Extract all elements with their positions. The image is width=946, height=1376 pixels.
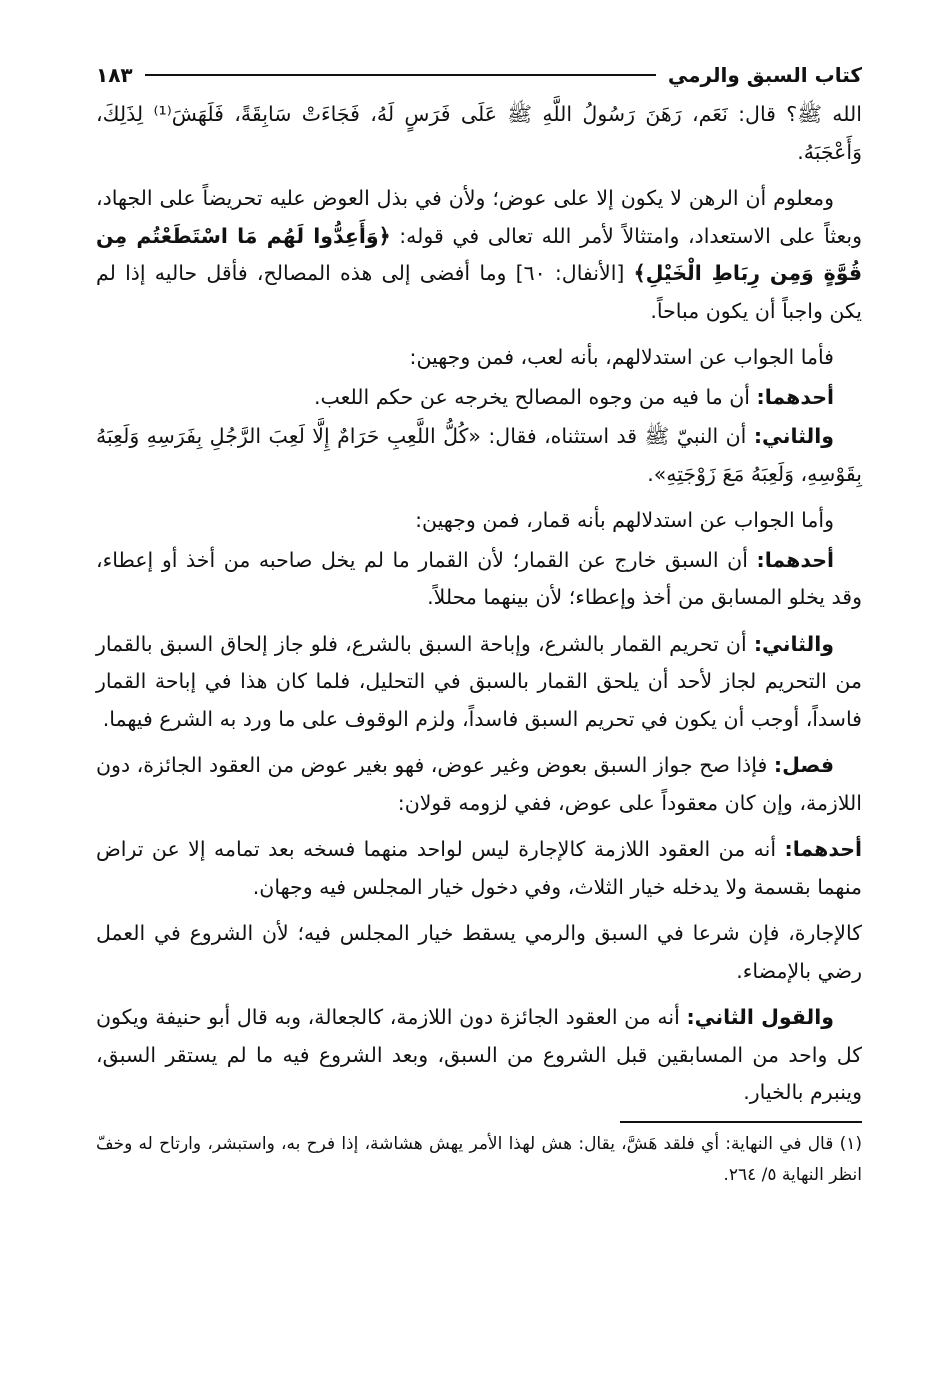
paragraph-text: ومعلوم أن الرهن لا يكون إلا على عوض؛ ولأن في بذل العوض عليه تحريضاً على الجهاد، وبعثاً على الاستعداد، وامتثالاً لأمر الله تعالى في قوله: (96, 186, 862, 248)
running-title: كتاب السبق والرمي (667, 63, 862, 87)
paragraph-text: أن النبيّ ﷺ قد استثناه، فقال: «كُلُّ اللَّعِبِ حَرَامٌ إِلَّا لَعِبَ الرَّجُلِ بِفَرَسِهِ وَلَعِبَهُ بِقَوْسِهِ، وَلَعِبَهُ مَعَ زَوْجَتِهِ». (96, 424, 862, 486)
paragraph-text: كالإجارة، فإن شرعا في السبق والرمي يسقط خيار المجلس فيه؛ لأن الشروع في العمل رضي بالإمضاء. (96, 921, 862, 983)
paragraph-rental (96, 915, 862, 990)
paragraph-first-aspect-gambling (96, 542, 862, 617)
paragraph-text: فإذا صح جواز السبق بعوض وغير عوض، فهو بغير عوض من العقود الجائزة، دون اللازمة، وإن كان معقوداً على عوض، ففي لزومه قولان: (96, 753, 862, 815)
quran-verse: ﴿وَأَعِدُّوا لَهُم مَا اسْتَطَعْتُم مِن قُوَّةٍ وَمِن رِبَاطِ الْخَيْلِ﴾ (96, 223, 862, 285)
paragraph-text: وأما الجواب عن استدلالهم بأنه قمار، فمن وجهين: (415, 508, 834, 532)
paragraph-text: أنه من العقود اللازمة كالإجارة ليس لواحد منهما فسخه بعد تمامه إلا عن تراض منهما بقسمة ولا يدخله خيار الثلاث، وفي دخول خيار المجلس فيه وجهان. (96, 837, 862, 899)
paragraph-text: [الأنفال: ٦٠] وما أفضى إلى هذه المصالح، فأقل حاليه إذا لم يكن واجباً أن يكون مباحاً. (96, 261, 862, 323)
paragraph-text: الله ﷺ؟ قال: نَعَم، رَهَنَ رَسُولُ اللَّهِ ﷺ عَلَى فَرَسٍ لَهُ، فَجَاءَتْ سَابِقَةً، فَلَهَشَ⁽¹⁾ لِذَلِكَ، وَأَعْجَبَهُ. (96, 102, 862, 164)
paragraph-hadith (96, 96, 862, 171)
paragraph-text: فأما الجواب عن استدلالهم، بأنه لعب، فمن وجهين: (409, 345, 834, 369)
paragraph-text: أن تحريم القمار بالشرع، وإباحة السبق بالشرع، فلو جاز إلحاق السبق بالقمار من التحريم لجاز لأحد أن يلحق القمار بالسبق في التحليل، فلما كان هذا في إباحة القمار فاسداً، أوجب أن يكون في تحريم السبق فاسداً، ولزم الوقوف على ما ورد به الشرع فيهما. (96, 631, 862, 731)
paragraph-text: أن ما فيه من وجوه المصالح يخرجه عن حكم اللعب. (313, 384, 757, 409)
body-text (96, 96, 862, 1112)
section-label: فصل: (773, 753, 834, 777)
lead-word: أحدهما: (756, 547, 834, 572)
book-page (96, 58, 862, 1191)
paragraph-second-opinion (96, 999, 862, 1112)
footnote-text: (١) قال في النهاية: أي فلقد هَشَّ، يقال: هش لهذا الأمر يهش هشاشة، إذا فرح به، واستبشر، وارتاح له وخفّ انظر النهاية ٥/ ٢٦٤. (96, 1133, 862, 1185)
lead-word: والثاني: (753, 631, 834, 656)
paragraph-first-opinion (96, 831, 862, 906)
paragraph-section (96, 747, 862, 822)
footnote (96, 1129, 862, 1191)
paragraph-text: أن السبق خارج عن القمار؛ لأن القمار ما لم يخل صاحبه من أخذ أو إعطاء، وقد يخلو المسابق من أخذ وإعطاء؛ لأن بينهما محللاً. (96, 547, 862, 609)
paragraph-answer-play (96, 339, 862, 377)
lead-word: أحدهما: (784, 837, 862, 861)
paragraph-answer-gambling (96, 502, 862, 540)
lead-word: والقول الثاني: (686, 1005, 834, 1029)
lead-word: أحدهما: (756, 384, 834, 409)
paragraph-ruling (96, 180, 862, 330)
page-number: ١٨٣ (96, 63, 133, 87)
paragraph-text: أنه من العقود الجائزة دون اللازمة، كالجعالة، وبه قال أبو حنيفة ويكون كل واحد من المسابقين قبل الشروع من السبق، وبعد الشروع فيه ما لم يستقر السبق، وينبرم بالخيار. (96, 1005, 862, 1104)
paragraph-first-aspect (96, 379, 862, 417)
paragraph-second-aspect (96, 418, 862, 493)
header-rule (145, 74, 656, 76)
page-header (96, 58, 862, 92)
lead-word: والثاني: (753, 424, 834, 448)
footnote-rule (620, 1121, 862, 1123)
paragraph-second-aspect-gambling (96, 626, 862, 739)
